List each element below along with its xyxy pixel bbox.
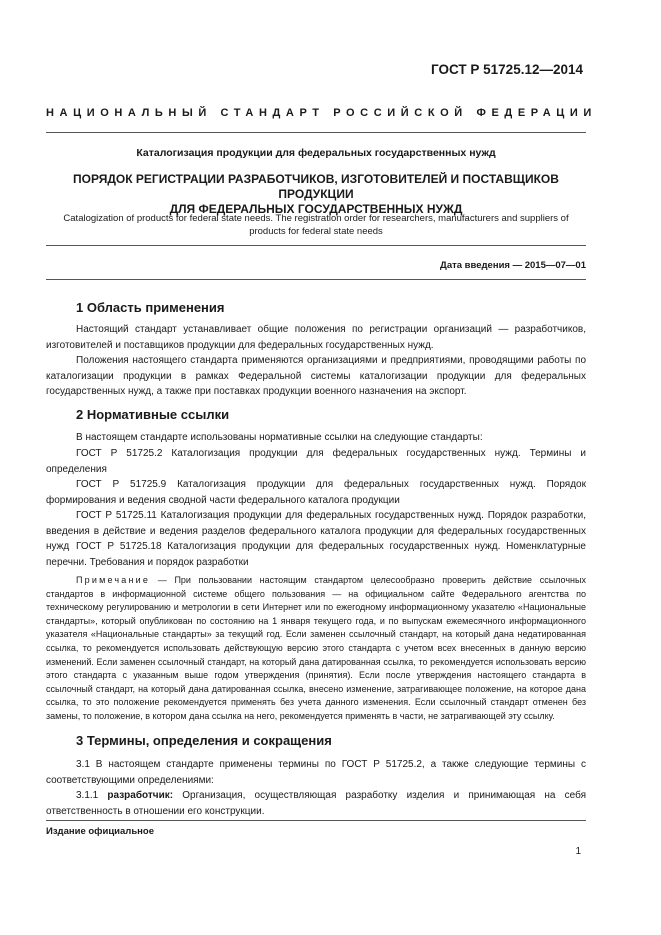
term-definition bbox=[46, 788, 586, 819]
reference-item: ГОСТ Р 51725.18 Каталогизация продукции для федеральных государственных нужд. Номенклатурные перечни. Требования и порядок разработки bbox=[46, 541, 586, 568]
term-text: Организация, осуществляющая разработку изделия и принимающая на себя ответственность в отношении его конструкции. bbox=[46, 790, 586, 817]
section-heading: 1 Область применения bbox=[76, 300, 225, 315]
paragraph: 3.1 В настоящем стандарте применены термины по ГОСТ Р 51725.2, а также следующие термины с соответствующими определениями: bbox=[46, 759, 586, 786]
paragraph: В настоящем стандарте использованы нормативные ссылки на следующие стандарты: bbox=[76, 432, 483, 443]
note-label: Примечание bbox=[76, 575, 151, 585]
reference-item: ГОСТ Р 51725.11 Каталогизация продукции для федеральных государственных нужд. Порядок разработки, введения в действие и ведения разделов федерального каталога продукции для федеральных государственных нужд bbox=[46, 510, 586, 552]
document-title-ru bbox=[46, 172, 586, 217]
note-text: — При пользовании настоящим стандартом целесообразно проверить действие ссылочных стандартов в информационной системе общего пользования — на официальном сайте Федерального агентства по техническому регулированию и метрологии в сети Интернет или по ежегодному информационному указателю «Национальные стандарты», который опубликован по состоянию на 1 января текущего года, и по выпускам ежемесячного информационного указателя «Национальные стандарты» за текущий год. Если заменен ссылочный стандарт, на который дана недатированная ссылка, то рекомендуется использовать действующую версию этого стандарта с учетом всех внесенных в данную версию изменений. Если заменен ссылочный стандарт, на который дана датированная ссылка, то рекомендуется использовать версию этого стандарта с указанным выше годом утверждения (принятия). Если после утверждения настоящего стандарта в ссылочный стандарт, на который дана датированная ссылка, внесено изменение, затрагивающее положение, на которое дана ссылка, то это положение рекомендуется применять без учета данного изменения. Если ссылочный стандарт отменен без замены, то положение, в котором дана ссылка на него, рекомендуется применять в части, не затрагивающей эту ссылку. bbox=[46, 575, 586, 721]
standard-type-banner: НАЦИОНАЛЬНЫЙ СТАНДАРТ РОССИЙСКОЙ ФЕДЕРАЦИИ bbox=[46, 107, 597, 119]
introduction-date: Дата введения — 2015—07—01 bbox=[440, 260, 586, 271]
divider bbox=[46, 820, 586, 821]
paragraph: Настоящий стандарт устанавливает общие положения по регистрации организаций — разработчиков, изготовителей и поставщиков продукции для федеральных государственных нужд. bbox=[46, 324, 586, 351]
divider bbox=[46, 245, 586, 246]
note bbox=[46, 574, 586, 724]
term-number: 3.1.1 bbox=[76, 790, 108, 801]
reference-item: ГОСТ Р 51725.2 Каталогизация продукции для федеральных государственных нужд. Термины и определения bbox=[46, 448, 586, 475]
section-heading: 2 Нормативные ссылки bbox=[76, 407, 230, 422]
paragraph: Положения настоящего стандарта применяются организациями и предприятиями, проводящими работы по каталогизации продукции в рамках Федеральной системы каталогизации продукции для федеральных государственных нужд, а также при поставках продукции военного назначения на экспорт. bbox=[46, 355, 586, 397]
series-title: Каталогизация продукции для федеральных государственных нужд bbox=[136, 147, 496, 159]
title-ru-line: ДЛЯ ФЕДЕРАЛЬНЫХ ГОСУДАРСТВЕННЫХ НУЖД bbox=[169, 202, 463, 216]
divider bbox=[46, 132, 586, 133]
edition-label: Издание официальное bbox=[46, 826, 154, 837]
reference-item: ГОСТ Р 51725.9 Каталогизация продукции для федеральных государственных нужд. Порядок формирования и ведения сводной части федерального каталога продукции bbox=[46, 479, 586, 506]
title-en-line: products for federal state needs bbox=[249, 226, 383, 237]
document-title-en bbox=[46, 212, 586, 238]
title-ru-line: ПОРЯДОК РЕГИСТРАЦИИ РАЗРАБОТЧИКОВ, ИЗГОТОВИТЕЛЕЙ И ПОСТАВЩИКОВ ПРОДУКЦИИ bbox=[73, 172, 559, 201]
page-number: 1 bbox=[575, 846, 581, 857]
term: разработчик: bbox=[107, 790, 174, 801]
divider bbox=[46, 279, 586, 280]
section-heading: 3 Термины, определения и сокращения bbox=[76, 733, 332, 748]
document-code: ГОСТ Р 51725.12—2014 bbox=[431, 62, 583, 77]
title-en-line: Catalogization of products for federal state needs. The registration order for researchers, manufacturers and suppliers of bbox=[63, 213, 569, 224]
